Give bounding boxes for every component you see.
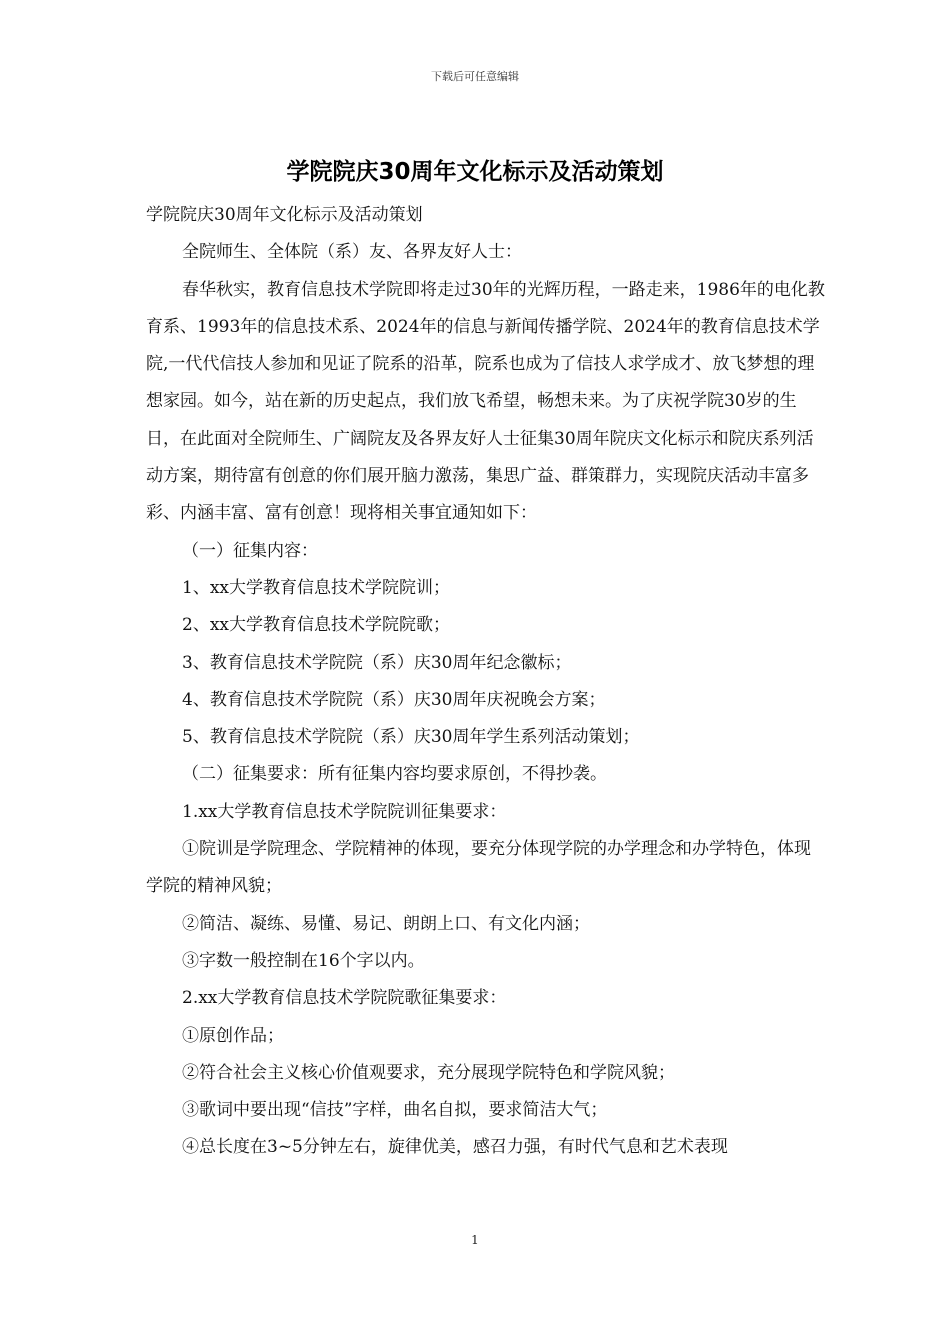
list-item: ②简洁、凝练、易懂、易记、朗朗上口、有文化内涵；: [182, 913, 590, 934]
list-item: ③字数一般控制在16个字以内。: [182, 950, 425, 971]
list-item: 4、教育信息技术学院院（系）庆30周年庆祝晚会方案；: [182, 689, 606, 710]
section-heading-requirements: （二）征集要求：所有征集内容均要求原创，不得抄袭。: [182, 764, 607, 785]
section-heading-content: （一）征集内容：: [182, 540, 318, 561]
list-item: ②符合社会主义核心价值观要求，充分展现学院特色和学院风貌；: [182, 1062, 675, 1083]
document-title: 学院院庆30周年文化标示及活动策划: [286, 159, 664, 185]
subsection-heading-motto: 1.xx大学教育信息技术学院院训征集要求：: [182, 801, 507, 822]
list-item: ④总长度在3~5分钟左右，旋律优美，感召力强，有时代气息和艺术表现: [182, 1137, 728, 1158]
list-item: 3、教育信息技术学院院（系）庆30周年纪念徽标；: [182, 652, 572, 673]
page-header-note: 下载后可任意编辑: [431, 70, 519, 83]
paragraph-intro: 春华秋实，教育信息技术学院即将走过30年的光辉历程，一路走来，1986年的电化教育系、1993年的信息技术系、2024年的信息与新闻传播学院、2024年的教育信息技术学院,一代代信技人参加和见证了院系的沿革，院系也成为了信技人求学成才、放飞梦想的理想家园。如今，站在新的历史起点，我们放飞希望，畅想未来。为了庆祝学院30岁的生日，在此面对全院师生、广阔院友及各界友好人士征集30周年院庆文化标示和院庆系列活动方案，期待富有创意的你们展开脑力激荡，集思广益、群策群力，实现院庆活动丰富多彩、内涵丰富、富有创意！现将相关事宜通知如下：: [146, 279, 825, 524]
list-item: 2、xx大学教育信息技术学院院歌；: [182, 615, 450, 636]
list-item: ③歌词中要出现“信技”字样，曲名自拟，要求简洁大气；: [182, 1100, 608, 1121]
list-item: 1、xx大学教育信息技术学院院训；: [182, 577, 450, 598]
list-item: ①原创作品；: [182, 1025, 284, 1046]
list-item: 5、教育信息技术学院院（系）庆30周年学生系列活动策划；: [182, 727, 640, 748]
paragraph-subtitle: 学院院庆30周年文化标示及活动策划: [146, 205, 423, 225]
list-item: ①院训是学院理念、学院精神的体现，要充分体现学院的办学理念和办学特色，体现学院的精神风貌；: [146, 839, 811, 897]
subsection-heading-song: 2.xx大学教育信息技术学院院歌征集要求：: [182, 988, 507, 1009]
page-number: 1: [471, 1233, 479, 1247]
paragraph-salutation: 全院师生、全体院（系）友、各界友好人士：: [182, 242, 522, 263]
document-body: [146, 197, 826, 1167]
